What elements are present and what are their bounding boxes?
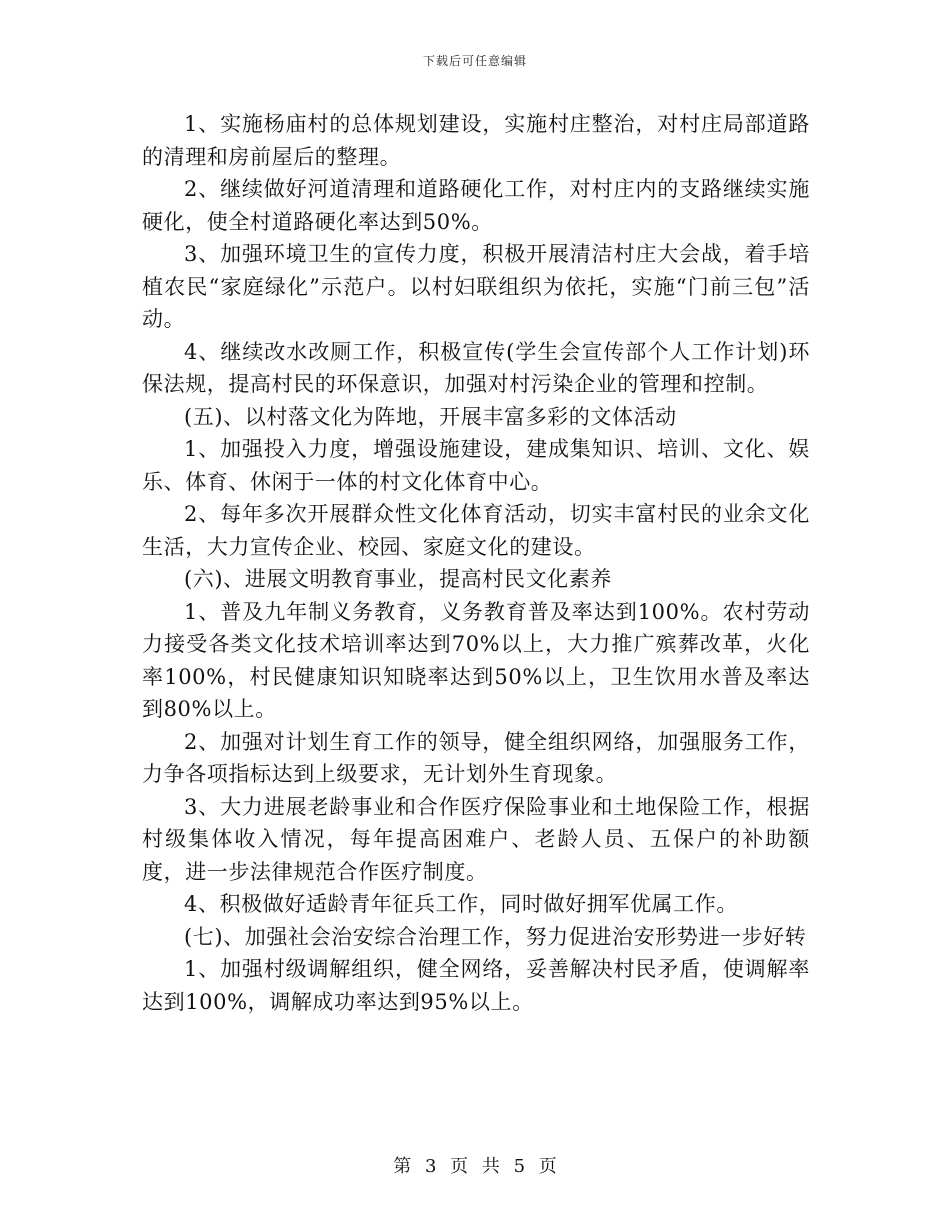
document-body — [142, 108, 810, 1018]
section-heading-5: (五)、以村落文化为阵地，开展丰富多彩的文体活动 — [184, 404, 677, 429]
footer-label-total-unit: 页 — [538, 1156, 557, 1177]
footer-label-page-unit: 页 — [450, 1156, 469, 1177]
paragraph-12: 4、积极做好适龄青年征兵工作，同时做好拥军优属工作。 — [184, 892, 738, 916]
paragraph-14: 1、加强村级调解组织，健全网络，妥善解决村民矛盾，使调解率达到100%，调解成功率达到95%以上。 — [142, 957, 810, 1014]
paragraph-9: 1、普及九年制义务教育，义务教育普及率达到100%。农村劳动力接受各类文化技术培训率达到70%以上，大力推广殡葬改革，火化率100%，村民健康知识知晓率达到50%以上，卫生饮用水普及率达到80%以上。 — [142, 599, 810, 721]
paragraph-10: 2、加强对计划生育工作的领导，健全组织网络，加强服务工作，力争各项指标达到上级要求，无计划外生育现象。 — [142, 729, 810, 786]
page-header — [0, 52, 950, 69]
paragraph-7: 2、每年多次开展群众性文化体育活动，切实丰富村民的业余文化生活，大力宣传企业、校园、家庭文化的建设。 — [142, 502, 810, 559]
section-heading-6: (六)、进展文明教育事业，提高村民文化素养 — [184, 567, 612, 591]
paragraph-2: 2、继续做好河道清理和道路硬化工作，对村庄内的支路继续实施硬化，使全村道路硬化率达到50%。 — [142, 177, 810, 234]
section-heading-7: (七)、加强社会治安综合治理工作，努力促进治安形势进一步好转 — [184, 924, 807, 949]
paragraph-4: 4、继续改水改厕工作，积极宣传(学生会宣传部个人工作计划)环保法规，提高村民的环保意识，加强对村污染企业的管理和控制。 — [142, 339, 810, 396]
footer-total-pages: 5 — [513, 1156, 526, 1177]
paragraph-11: 3、大力进展老龄事业和合作医疗保险事业和土地保险工作，根据村级集体收入情况，每年提高困难户、老龄人员、五保户的补助额度，进一步法律规范合作医疗制度。 — [142, 794, 810, 884]
footer-label-total: 共 — [481, 1156, 500, 1177]
paragraph-3: 3、加强环境卫生的宣传力度，积极开展清洁村庄大会战，着手培植农民“家庭绿化”示范户。以村妇联组织为依托，实施“门前三包”活动。 — [142, 242, 810, 331]
footer-current-page: 3 — [424, 1156, 437, 1177]
page-footer — [0, 1152, 950, 1178]
paragraph-6: 1、加强投入力度，增强设施建设，建成集知识、培训、文化、娱乐、体育、休闲于一体的村文化体育中心。 — [142, 437, 810, 494]
header-text: 下载后可任意编辑 — [422, 54, 527, 68]
paragraph-1: 1、实施杨庙村的总体规划建设，实施村庄整治，对村庄局部道路的清理和房前屋后的整理。 — [142, 112, 810, 169]
footer-label-page: 第 — [393, 1156, 412, 1177]
